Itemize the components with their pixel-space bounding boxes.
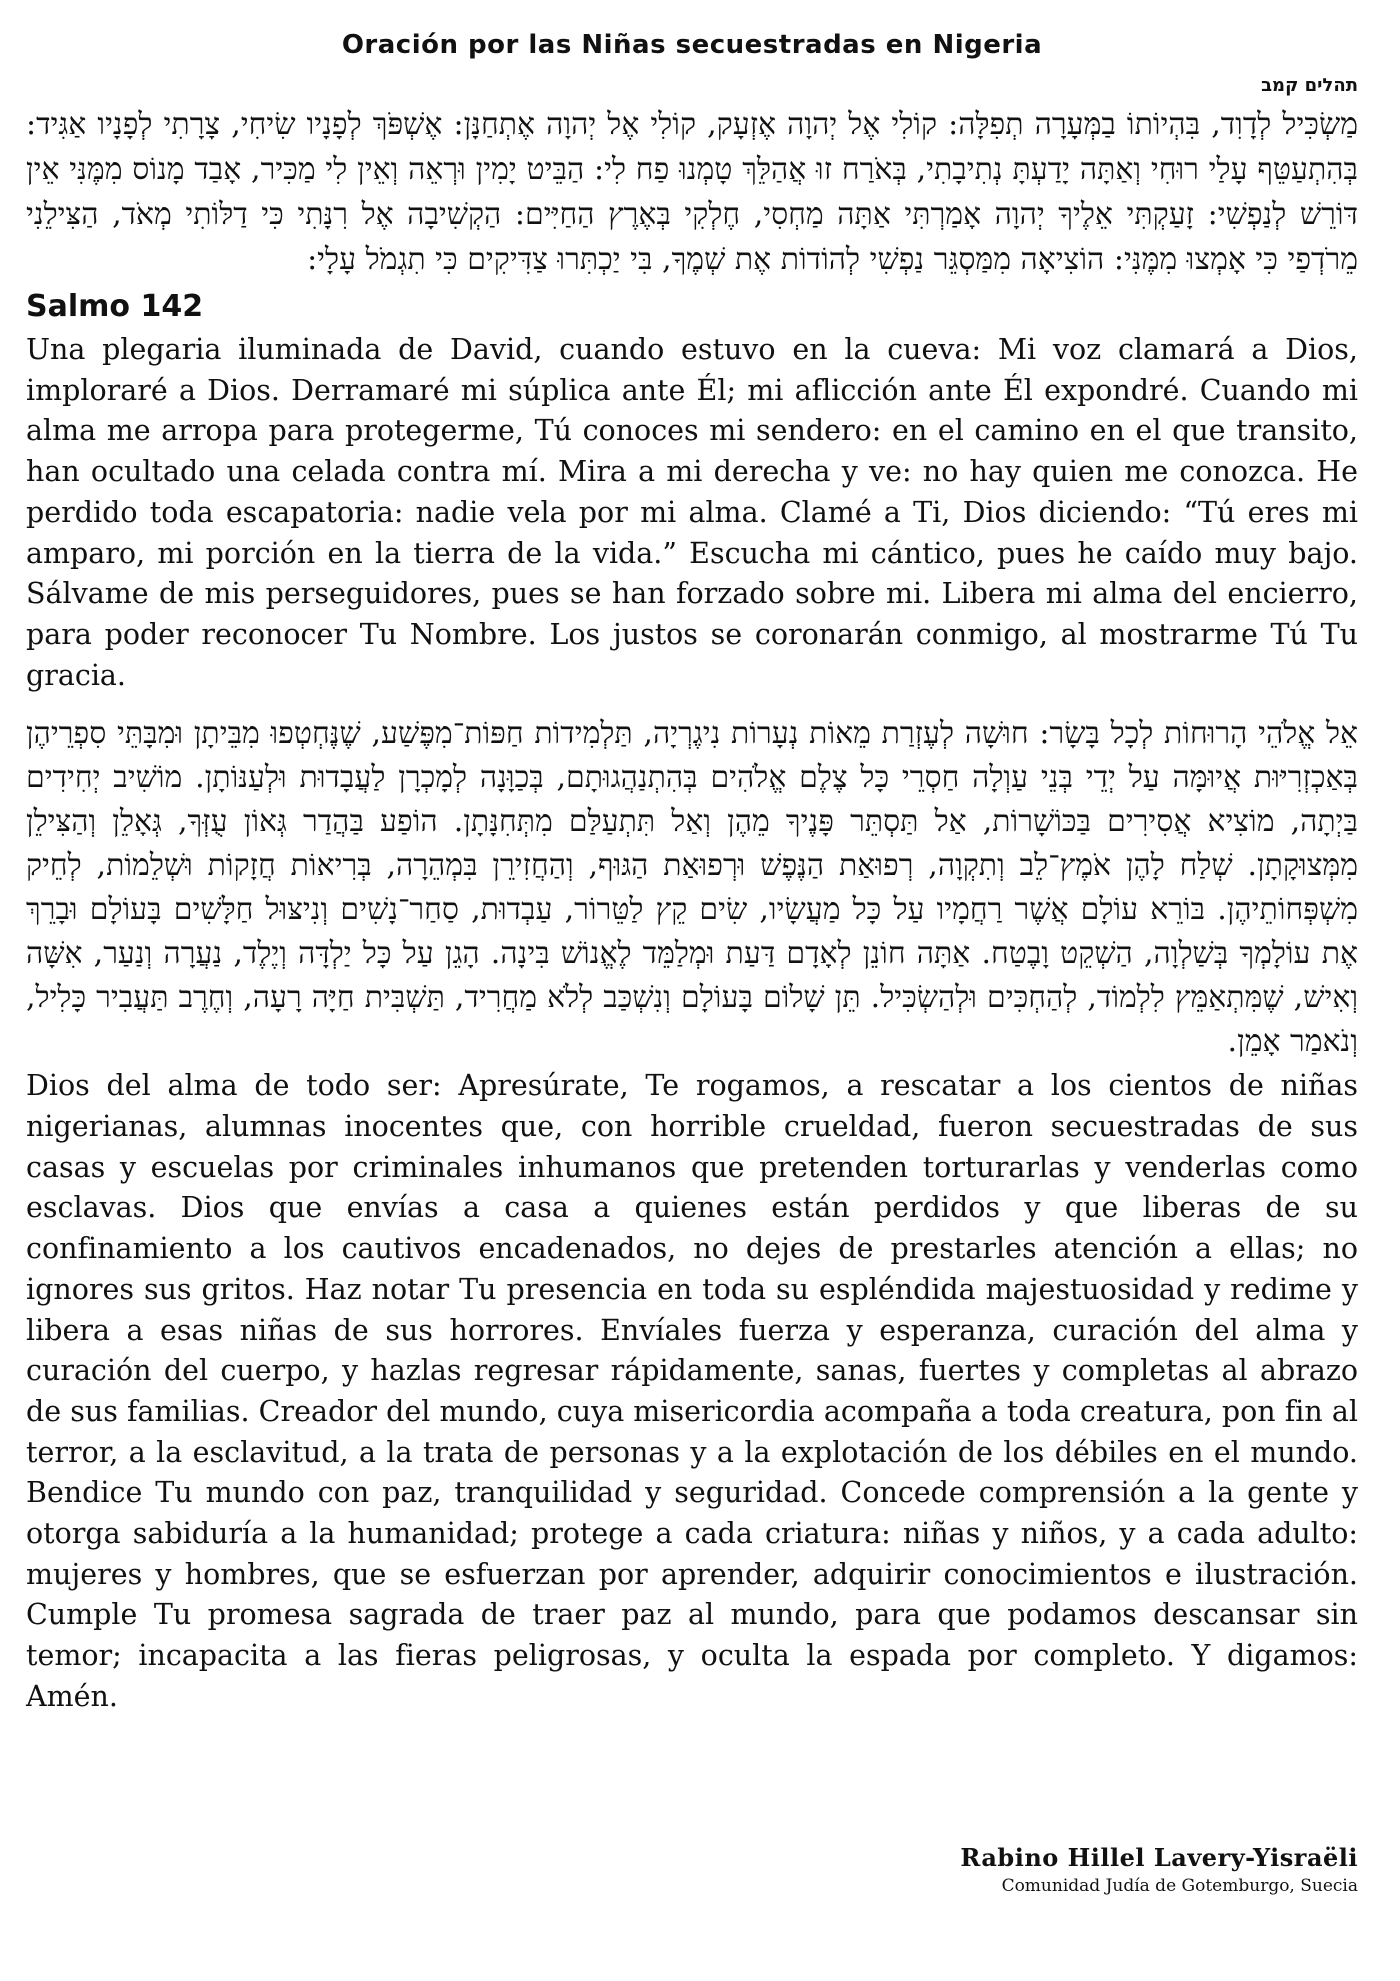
psalm-hebrew-text: מַשְׂכִּיל לְדָוִד, בִּהְיוֹתוֹ בַמְּעָרָה תְפִלָּה: קוֹלִי אֶל יְהוָה אֶזְעָק, קוֹלִי אֶל יְהוָה אֶתְחַנָּן: אֶשְׁפֹּךְ לְפָנָיו שִׂיחִי, צָרָתִי לְפָנָיו אַגִּיד: בְּהִתְעַטֵּף עָלַי רוּחִי וְאַתָּה יָדַעְתָּ נְתִיבָתִי, בְּאֹרַח זוּ אֲהַלֵּךְ טָמְנוּ פַח לִי: הַבֵּיט יָמִין וּרְאֵה וְאֵין לִי מַכִּיר, אָבַד מָנוֹס מִמֶּנִּי אֵין דּוֹרֵשׁ לְנַפְשִׁי: זָעַקְתִּי אֵלֶיךָ יְהוָה אָמַרְתִּי אַתָּה מַחְסִי, חֶלְקִי בְּאֶרֶץ הַחַיִּים: הַקְשִׁיבָה אֶל רִנָּתִי כִּי דַלּוֹתִי מְאֹד, הַצִּילֵנִי מֵרֹדְפַי כִּי אָמְצוּ מִמֶּנִּי: הוֹצִיאָה מִמַּסְגֵּר נַפְשִׁי לְהוֹדוֹת אֶת שְׁמֶךָ, בִּי יַכְתִּרוּ צַדִּיקִים כִּי תִגְמֹל עָלָי: — [26, 107, 1358, 277]
prayer-section — [26, 712, 1358, 1717]
psalm-spanish-text: Una plegaria iluminada de David, cuando estuvo en la cueva: Mi voz clamará a Dios, imploraré a Dios. Derramaré mi súplica ante Él; mi aflicción ante Él expondré. Cuando mi alma me arropa para protegerme, Tú conoces mi sendero: en el camino en el que transito, han ocultado una celada contra mí. Mira a mi derecha y ve: no hay quien me conozca. He perdido toda escapatoria: nadie vela por mi alma. Clamé a Ti, Dios diciendo: “Tú eres mi amparo, mi porción en la tierra de la vida.” Escucha mi cántico, pues he caído muy bajo. Sálvame de mis perseguidores, pues se han forzado sobre mi. Libera mi alma del encierro, para poder reconocer Tu Nombre. Los justos se coronarán conmigo, al mostrarme Tú Tu gracia. — [26, 333, 1358, 692]
prayer-spanish-text: Dios del alma de todo ser: Apresúrate, Te rogamos, a rescatar a los cientos de niñas nigerianas, alumnas inocentes que, con horrible crueldad, fueron secuestradas de sus casas y escuelas por criminales inhumanos que pretenden torturarlas y venderlas como esclavas. Dios que envías a casa a quienes están perdidos y que liberas de su confinamiento a los cautivos encadenados, no dejes de prestarles atención a ellas; no ignores sus gritos. Haz notar Tu presencia en toda su espléndida majestuosidad y redime y libera a esas niñas de sus horrores. Envíales fuerza y esperanza, curación del alma y curación del cuerpo, y hazlas regresar rápidamente, sanas, fuertes y completas al abrazo de sus familias. Creador del mundo, cuya misericordia acompaña a toda creatura, pon fin al terror, a la esclavitud, a la trata de personas y a la explotación de los débiles en el mundo. Bendice Tu mundo con paz, tranquilidad y seguridad. Concede comprensión a la gente y otorga sabiduría a la humanidad; protege a cada criatura: niñas y niños, y a cada adulto: mujeres y hombres, que se esfuerzan por aprender, adquirir conocimientos e ilustración. Cumple Tu promesa sagrada de traer paz al mundo, para que podamos descansar sin temor; incapacita a las fieras peligrosas, y oculta la espada por completo. Y digamos: Amén. — [26, 1069, 1358, 1713]
prayer-hebrew-text: אֵל אֱלֹהֵי הָרוּחוֹת לְכָל בָּשָׂר: חוּשָׁה לְעֶזְרַת מֵאוֹת נְעָרוֹת נִיגֶרְיָה, תַּלְמִידוֹת חַפּוֹת־מִפֶּשַׁע, שֶׁנֶּחְטְפוּ מִבֵּיתָן וּמִבָּתֵּי סִפְרֵיהֶן בְּאַכְזְרִיּוּת אֲיוּמָּה עַל יְדֵי בְּנֵי עַוְלָה חַסְרֵי כָּל צֶלֶם אֱלֹהִים בְּהִתְנַהֲגוּתָם, בְּכַוָּנָה לְמָכְרָן לַעֲבָדוּת וּלְעַנּוֹתָן. מוֹשִׁיב יְחִידִים בַּיְתָה, מוֹצִיא אֲסִירִים בַּכּוֹשָׁרוֹת, אַל תַּסְתֵּר פָּנֶיךָ מֵהֶן וְאַל תִּתְעַלַּם מִתְּחִנָּתָן. הוֹפַע בַּהֲדַר גְּאוֹן עֻזְּךָ, גְּאָלֵן וְהַצִּילֵן מִמְּצוּקָתָן. שְׁלַח לָהֶן אֹמֶץ־לֵב וְתִקְוָה, רְפוּאַת הַנֶּפֶשׁ וּרְפוּאַת הַגּוּף, וְהַחֲזִירֵן בִּמְהֵרָה, בְּרִיאוֹת חֲזָקוֹת וּשְׁלֵמוֹת, לְחֵיק מִשְׁפְּחוֹתֵיהֶן. בּוֹרֵא עוֹלָם אֲשֶׁר רַחֲמָיו עַל כָּל מַעֲשָׂיו, שִׂים קֵץ לַטֵּרוֹר, עַבְדוּת, סַחַר־נָשִׁים וְנִיצּוּל חַלָּשִׁים בָּעוֹלָם וּבָרֵךְ אֶת עוֹלָמְךָ בְּשַׁלְוָה, הַשְׁקֵט וָבֶטַח. אַתָּה חוֹנֵן לְאָדָם דַּעַת וּמְלַמֵּד לֶאֱנוֹשׁ בִּינָה. הָגֵן עַל כָּל יַלְדָּה וְיֶלֶד, נַעֲרָה וְנַעַר, אִשָּׁה וְאִישׁ, שֶׁמִּתְאַמֵּץ לִלְמוֹד, לְהַחְכִּים וּלְהַשְׂכִּיל. תֵּן שָׁלוֹם בָּעוֹלָם וְנִשְׁכַּב לְלֹא מַחֲרִיד, תַּשְׁבִּית חַיָּה רָעָה, וְחֶרֶב תַּעֲבִיר כָּלִיל, וְנֹאמַר אָמֵן. — [26, 716, 1358, 1060]
signature-block — [960, 1842, 1358, 1898]
hebrew-source-label: תהלים קמב — [1261, 75, 1358, 96]
document-title: Oración por las Niñas secuestradas en Nigeria — [341, 30, 1043, 60]
psalm-section — [26, 74, 1358, 696]
signature-name: Rabino Hillel Lavery-Yisraëli — [960, 1843, 1358, 1872]
psalm-heading: Salmo 142 — [26, 289, 204, 324]
signature-organization: Comunidad Judía de Gotemburgo, Suecia — [1001, 1876, 1358, 1896]
